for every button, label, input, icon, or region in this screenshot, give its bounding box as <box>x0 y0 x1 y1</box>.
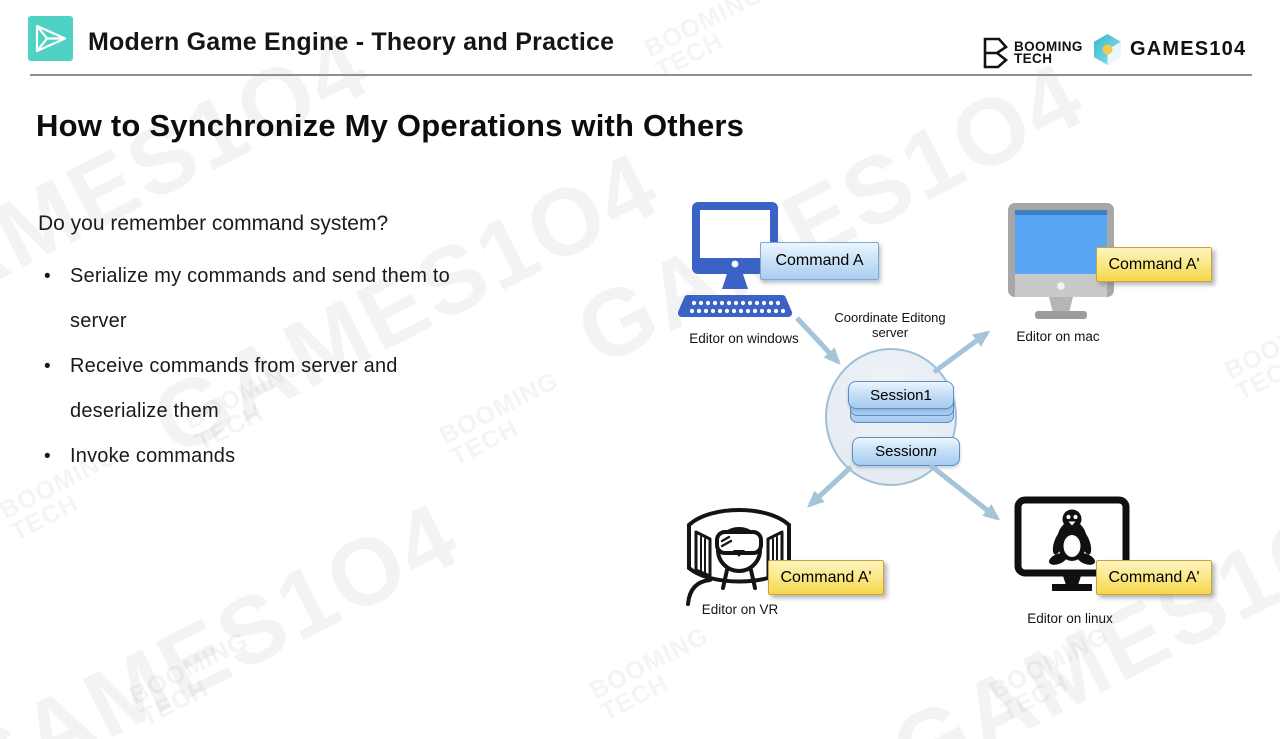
watermark-text <box>996 669 1073 727</box>
watermark-text <box>136 674 213 732</box>
command-a-prime-label: Command A' <box>1108 568 1200 586</box>
booming-line2: TECH <box>1014 51 1053 66</box>
bullet-item <box>38 344 538 434</box>
body-text-block <box>38 212 538 479</box>
bullet-item <box>38 254 538 344</box>
command-a-label: Command A <box>775 252 864 269</box>
caption-editor-vr: Editor on VR <box>701 602 779 617</box>
question-text: Do you remember command system? <box>38 212 389 235</box>
bullet-line: • Serialize my commands and send them to <box>70 265 450 287</box>
watermark-text <box>1231 349 1280 407</box>
booming-tech-logo <box>978 35 1083 71</box>
watermark-boomingtech <box>986 623 1123 724</box>
bullet-line: • Receive commands from server and <box>70 355 398 377</box>
bullet-item <box>38 434 538 479</box>
watermark-text <box>125 627 253 711</box>
session-n-label: Session <box>875 443 929 460</box>
watermark-text <box>596 669 673 727</box>
watermark-boomingtech <box>126 628 263 729</box>
server-label <box>816 310 964 340</box>
cube-icon <box>1092 33 1123 66</box>
watermark-text <box>1220 302 1280 386</box>
watermark-boomingtech <box>586 623 723 724</box>
games104-logo <box>1092 33 1246 66</box>
caption-editor-mac: Editor on mac <box>1016 329 1100 344</box>
bullet-line: deserialize them <box>70 400 219 422</box>
command-a-prime-box-linux <box>1096 560 1212 595</box>
booming-tech-text <box>1014 38 1083 66</box>
command-a-prime-box-mac <box>1096 247 1212 282</box>
session1-label: Session1 <box>870 386 932 404</box>
paper-plane-icon <box>28 16 73 61</box>
command-a-prime-box-vr <box>768 560 884 595</box>
watermark-text <box>6 489 83 547</box>
session-n-box <box>852 437 960 466</box>
server-label-line2: server <box>871 325 909 340</box>
course-logo <box>28 16 73 61</box>
command-a-prime-label: Command A' <box>780 568 872 586</box>
arrow-server-to-vr <box>810 467 851 505</box>
bullet-list <box>38 254 538 479</box>
server-label-line1: Coordinate Editong <box>834 310 946 325</box>
booming-b-icon <box>978 35 1010 71</box>
watermark-boomingtech <box>641 0 778 83</box>
course-title: Modern Game Engine - Theory and Practice <box>88 28 615 56</box>
command-a-box <box>760 242 879 280</box>
header-divider <box>30 74 1252 76</box>
booming-line1: BOOMING <box>1014 38 1083 54</box>
watermark-text <box>640 0 768 63</box>
caption-editor-windows: Editor on windows <box>689 331 799 346</box>
bullet-line: • Invoke commands <box>70 445 236 467</box>
slide-title: How to Synchronize My Operations with Others <box>36 108 745 143</box>
arrow-server-to-linux <box>930 465 997 518</box>
command-a-prime-label: Command A' <box>1108 255 1200 273</box>
games104-text: GAMES104 <box>1130 38 1247 60</box>
session1-box <box>848 381 954 409</box>
watermark-text <box>985 622 1113 706</box>
watermark-text <box>585 622 713 706</box>
caption-editor-linux: Editor on linux <box>1027 611 1113 626</box>
watermark-boomingtech <box>1221 303 1280 404</box>
session-n-italic: n <box>928 443 937 460</box>
watermark-games104 <box>0 481 477 739</box>
bullet-line: server <box>70 310 127 332</box>
